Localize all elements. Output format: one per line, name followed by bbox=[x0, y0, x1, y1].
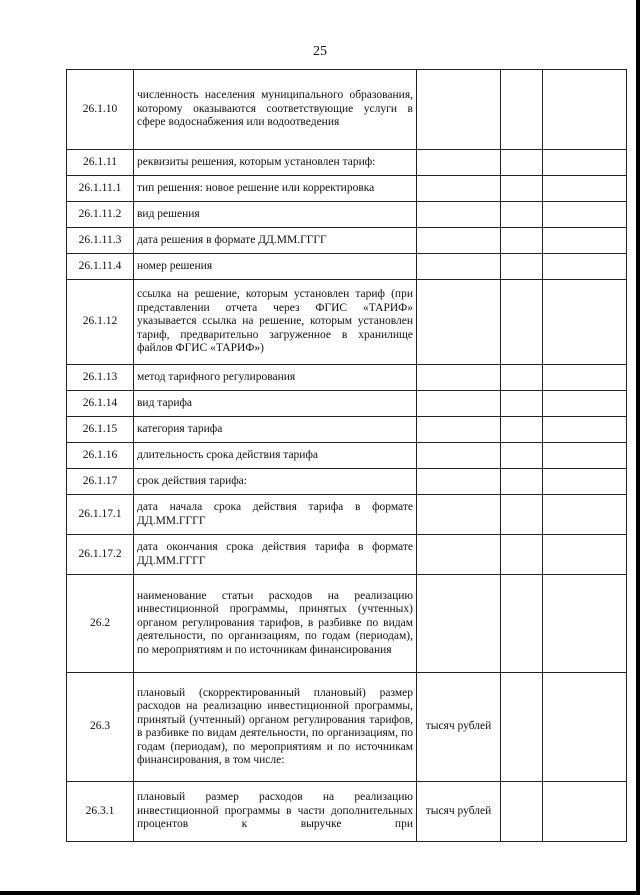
table-row bbox=[67, 150, 627, 176]
empty-cell bbox=[543, 280, 627, 365]
empty-cell bbox=[501, 391, 543, 417]
row-description: категория тарифа bbox=[134, 417, 417, 443]
empty-cell bbox=[543, 495, 627, 535]
row-number: 26.2 bbox=[67, 575, 134, 673]
table-row bbox=[67, 70, 627, 150]
empty-cell bbox=[543, 535, 627, 575]
empty-cell bbox=[543, 417, 627, 443]
table-row bbox=[67, 365, 627, 391]
row-number: 26.1.11.3 bbox=[67, 228, 134, 254]
empty-cell bbox=[501, 782, 543, 842]
row-unit bbox=[417, 469, 501, 495]
scan-edge-right bbox=[636, 0, 640, 895]
empty-cell bbox=[501, 202, 543, 228]
row-number: 26.1.11.2 bbox=[67, 202, 134, 228]
row-unit: тысяч рублей bbox=[417, 782, 501, 842]
row-number: 26.3.1 bbox=[67, 782, 134, 842]
row-unit bbox=[417, 417, 501, 443]
row-number: 26.1.14 bbox=[67, 391, 134, 417]
row-unit bbox=[417, 535, 501, 575]
row-number: 26.1.12 bbox=[67, 280, 134, 365]
row-number: 26.1.16 bbox=[67, 443, 134, 469]
row-description: дата окончания срока действия тарифа в формате ДД.ММ.ГГГГ bbox=[134, 535, 417, 575]
row-description: плановый (скорректированный плановый) размер расходов на реализацию инвестиционной программы, принятый (учтенный) органом регулирования тарифов, в разбивке по видам деятельности, по организациям, по годам (периодам), по мероприятиям и по источникам финансирования, в том числе: bbox=[134, 673, 417, 782]
row-description bbox=[134, 782, 417, 842]
row-description: вид тарифа bbox=[134, 391, 417, 417]
empty-cell bbox=[543, 202, 627, 228]
empty-cell bbox=[543, 443, 627, 469]
empty-cell bbox=[543, 365, 627, 391]
empty-cell bbox=[543, 176, 627, 202]
row-unit bbox=[417, 150, 501, 176]
row-description: тип решения: новое решение или корректировка bbox=[134, 176, 417, 202]
row-number: 26.1.11.4 bbox=[67, 254, 134, 280]
row-description: срок действия тарифа: bbox=[134, 469, 417, 495]
table-row bbox=[67, 782, 627, 842]
row-number: 26.1.17.2 bbox=[67, 535, 134, 575]
row-number: 26.1.17 bbox=[67, 469, 134, 495]
table-row bbox=[67, 575, 627, 673]
empty-cell bbox=[501, 443, 543, 469]
row-description-text: плановый размер расходов на реализацию инвестиционной программы в части дополнительных процентов к выручке при bbox=[137, 791, 413, 831]
empty-cell bbox=[501, 228, 543, 254]
page-number: 25 bbox=[313, 44, 327, 59]
table-row bbox=[67, 176, 627, 202]
row-unit bbox=[417, 365, 501, 391]
empty-cell bbox=[501, 417, 543, 443]
row-unit bbox=[417, 280, 501, 365]
empty-cell bbox=[543, 150, 627, 176]
empty-cell bbox=[543, 391, 627, 417]
table-row bbox=[67, 417, 627, 443]
row-description: длительность срока действия тарифа bbox=[134, 443, 417, 469]
empty-cell bbox=[501, 575, 543, 673]
row-description: дата решения в формате ДД.ММ.ГГГГ bbox=[134, 228, 417, 254]
row-number: 26.3 bbox=[67, 673, 134, 782]
empty-cell bbox=[501, 280, 543, 365]
empty-cell bbox=[543, 228, 627, 254]
indicators-table bbox=[66, 69, 627, 842]
scan-edge-bottom bbox=[0, 891, 640, 895]
empty-cell bbox=[543, 673, 627, 782]
row-unit bbox=[417, 391, 501, 417]
table-row bbox=[67, 535, 627, 575]
row-description: численность населения муниципального образования, которому оказываются соответствующие услуги в сфере водоснабжения или водоотведения bbox=[134, 70, 417, 150]
table-row bbox=[67, 673, 627, 782]
row-number: 26.1.11.1 bbox=[67, 176, 134, 202]
table-row bbox=[67, 495, 627, 535]
row-description: ссылка на решение, которым установлен тариф (при представлении отчета через ФГИС «ТАРИФ» указывается ссылка на решение, которым установлен тариф, предварительно загруженное в хранилище файлов ФГИС «ТАРИФ») bbox=[134, 280, 417, 365]
empty-cell bbox=[501, 176, 543, 202]
table-row bbox=[67, 443, 627, 469]
row-unit bbox=[417, 254, 501, 280]
table-row bbox=[67, 202, 627, 228]
table-row bbox=[67, 280, 627, 365]
row-description: номер решения bbox=[134, 254, 417, 280]
row-description: дата начала срока действия тарифа в формате ДД.ММ.ГГГГ bbox=[134, 495, 417, 535]
table-row bbox=[67, 391, 627, 417]
row-number: 26.1.15 bbox=[67, 417, 134, 443]
empty-cell bbox=[543, 254, 627, 280]
empty-cell bbox=[501, 70, 543, 150]
empty-cell bbox=[501, 535, 543, 575]
row-number: 26.1.10 bbox=[67, 70, 134, 150]
row-unit bbox=[417, 495, 501, 535]
empty-cell bbox=[543, 782, 627, 842]
row-description: наименование статьи расходов на реализацию инвестиционной программы, принятых (учтенных) органом регулирования тарифов, в разбивке по видам деятельности, по организациям, по годам (периодам), по мероприятиям и по источникам финансирования bbox=[134, 575, 417, 673]
empty-cell bbox=[543, 70, 627, 150]
row-unit bbox=[417, 575, 501, 673]
empty-cell bbox=[501, 673, 543, 782]
table-row bbox=[67, 254, 627, 280]
table-row bbox=[67, 469, 627, 495]
empty-cell bbox=[501, 495, 543, 535]
row-unit bbox=[417, 202, 501, 228]
empty-cell bbox=[543, 575, 627, 673]
row-number: 26.1.11 bbox=[67, 150, 134, 176]
row-unit: тысяч рублей bbox=[417, 673, 501, 782]
row-description: метод тарифного регулирования bbox=[134, 365, 417, 391]
empty-cell bbox=[501, 150, 543, 176]
row-unit bbox=[417, 443, 501, 469]
row-description: вид решения bbox=[134, 202, 417, 228]
row-number: 26.1.17.1 bbox=[67, 495, 134, 535]
row-unit bbox=[417, 176, 501, 202]
row-number: 26.1.13 bbox=[67, 365, 134, 391]
empty-cell bbox=[501, 365, 543, 391]
empty-cell bbox=[501, 469, 543, 495]
row-description: реквизиты решения, которым установлен тариф: bbox=[134, 150, 417, 176]
empty-cell bbox=[543, 469, 627, 495]
table-row bbox=[67, 228, 627, 254]
row-unit bbox=[417, 228, 501, 254]
row-unit bbox=[417, 70, 501, 150]
empty-cell bbox=[501, 254, 543, 280]
